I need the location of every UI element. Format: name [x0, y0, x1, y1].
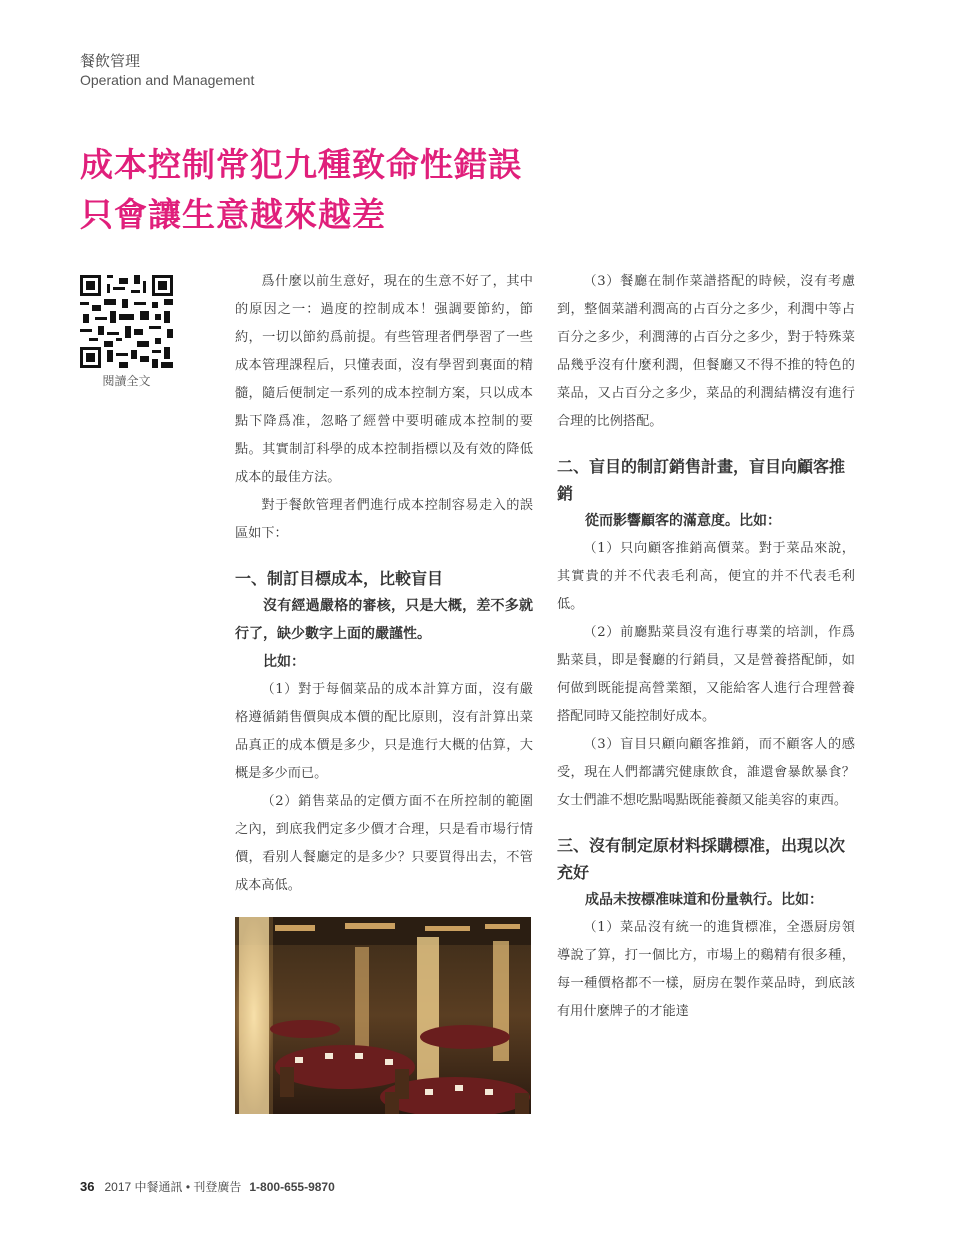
lead-paragraph: 從而影響顧客的滿意度。比如：	[585, 513, 781, 529]
paragraph: （3）餐廳在制作菜譜搭配的時候，沒有考慮到，整個菜譜利潤高的占百分之多少，利潤中等占百分之多少，利潤薄的占百分之多少，對于特殊菜品幾乎沒有什麼利潤，但餐廳又不得不推的特色的菜品，又占百分之多少，菜品的利潤結構沒有進行合理的比例搭配。	[557, 274, 855, 429]
paragraph: （1）對于每個菜品的成本計算方面，沒有嚴格遵循銷售價與成本價的配比原則，沒有計算出菜品真正的成本價是多少，只是進行大概的估算，大概是多少而已。	[235, 682, 533, 781]
paragraph: 爲什麼以前生意好，現在的生意不好了，其中的原因之一：過度的控制成本！强調要節約，節約，一切以節約爲前提。有些管理者們學習了一些成本管理課程后，只懂表面，沒有學習到裏面的精髓，隨后便制定一系列的成本控制方案，只以成本點下降爲准，忽略了經營中要明確成本控制的要點。其實制訂科學的成本控制指標以及有效的降低成本的最佳方法。	[235, 274, 533, 485]
section-label-english: Operation and Management	[80, 72, 255, 88]
section-heading-1: 一、制訂目標成本，比較盲目	[235, 569, 444, 588]
paragraph: （1）只向顧客推銷高價菜。對于菜品來說，其實貴的并不代表毛利高，便宜的并不代表毛利低。	[557, 541, 855, 612]
article-column-left	[235, 268, 533, 900]
article-title-line1: 成本控制常犯九種致命性錯誤	[80, 145, 522, 184]
page-number: 36	[80, 1179, 95, 1194]
paragraph: （2）前廳點菜員沒有進行專業的培訓，作爲點菜員，即是餐廳的行銷員，又是營養搭配師，如何做到既能提高營業額，又能給客人進行合理營養搭配同時又能控制好成本。	[557, 625, 855, 724]
lead-paragraph: 成品未按標准味道和份量執行。比如：	[585, 892, 823, 908]
qr-code-icon[interactable]	[80, 275, 173, 368]
section-label: 餐飲管理	[80, 52, 141, 70]
lead-paragraph: 比如：	[263, 654, 305, 670]
article-title	[80, 140, 880, 240]
page-footer	[80, 1178, 335, 1195]
section-heading-3: 三、沒有制定原材料採購標准，出現以次充好	[557, 836, 846, 882]
lead-paragraph: 沒有經過嚴格的審核，只是大概，差不多就行了，缺少數字上面的嚴謹性。	[235, 598, 533, 642]
phone-number: 1-800-655-9870	[249, 1180, 335, 1194]
paragraph: （2）銷售菜品的定價方面不在所控制的範圍之內，到底我們定多少價才合理，只是看市場行情價，看别人餐廳定的是多少？只要買得出去，不管成本高低。	[235, 794, 533, 893]
article-column-right	[557, 268, 855, 1026]
restaurant-photo	[235, 917, 531, 1114]
paragraph: （1）菜品沒有統一的進貨標准，全憑厨房領導說了算，打一個比方，市場上的鷄精有很多種，每一種價格都不一樣，厨房在製作菜品時，到底該有用什麼牌子的才能達	[557, 920, 855, 1019]
paragraph: 對于餐飲管理者們進行成本控制容易走入的誤區如下：	[235, 498, 533, 541]
article-title-line2: 只會讓生意越來越差	[80, 195, 386, 234]
publication-name: 2017 中餐通訊 • 刊登廣告	[104, 1180, 242, 1194]
paragraph: （3）盲目只顧向顧客推銷，而不顧客人的感受，現在人們都講究健康飲食，誰還會暴飲暴食？女士們誰不想吃點喝點既能養顏又能美容的東西。	[557, 737, 855, 808]
qr-caption: 閱讀全文	[102, 374, 151, 388]
section-heading-2: 二、盲目的制訂銷售計畫，盲目向顧客推銷	[557, 457, 846, 503]
